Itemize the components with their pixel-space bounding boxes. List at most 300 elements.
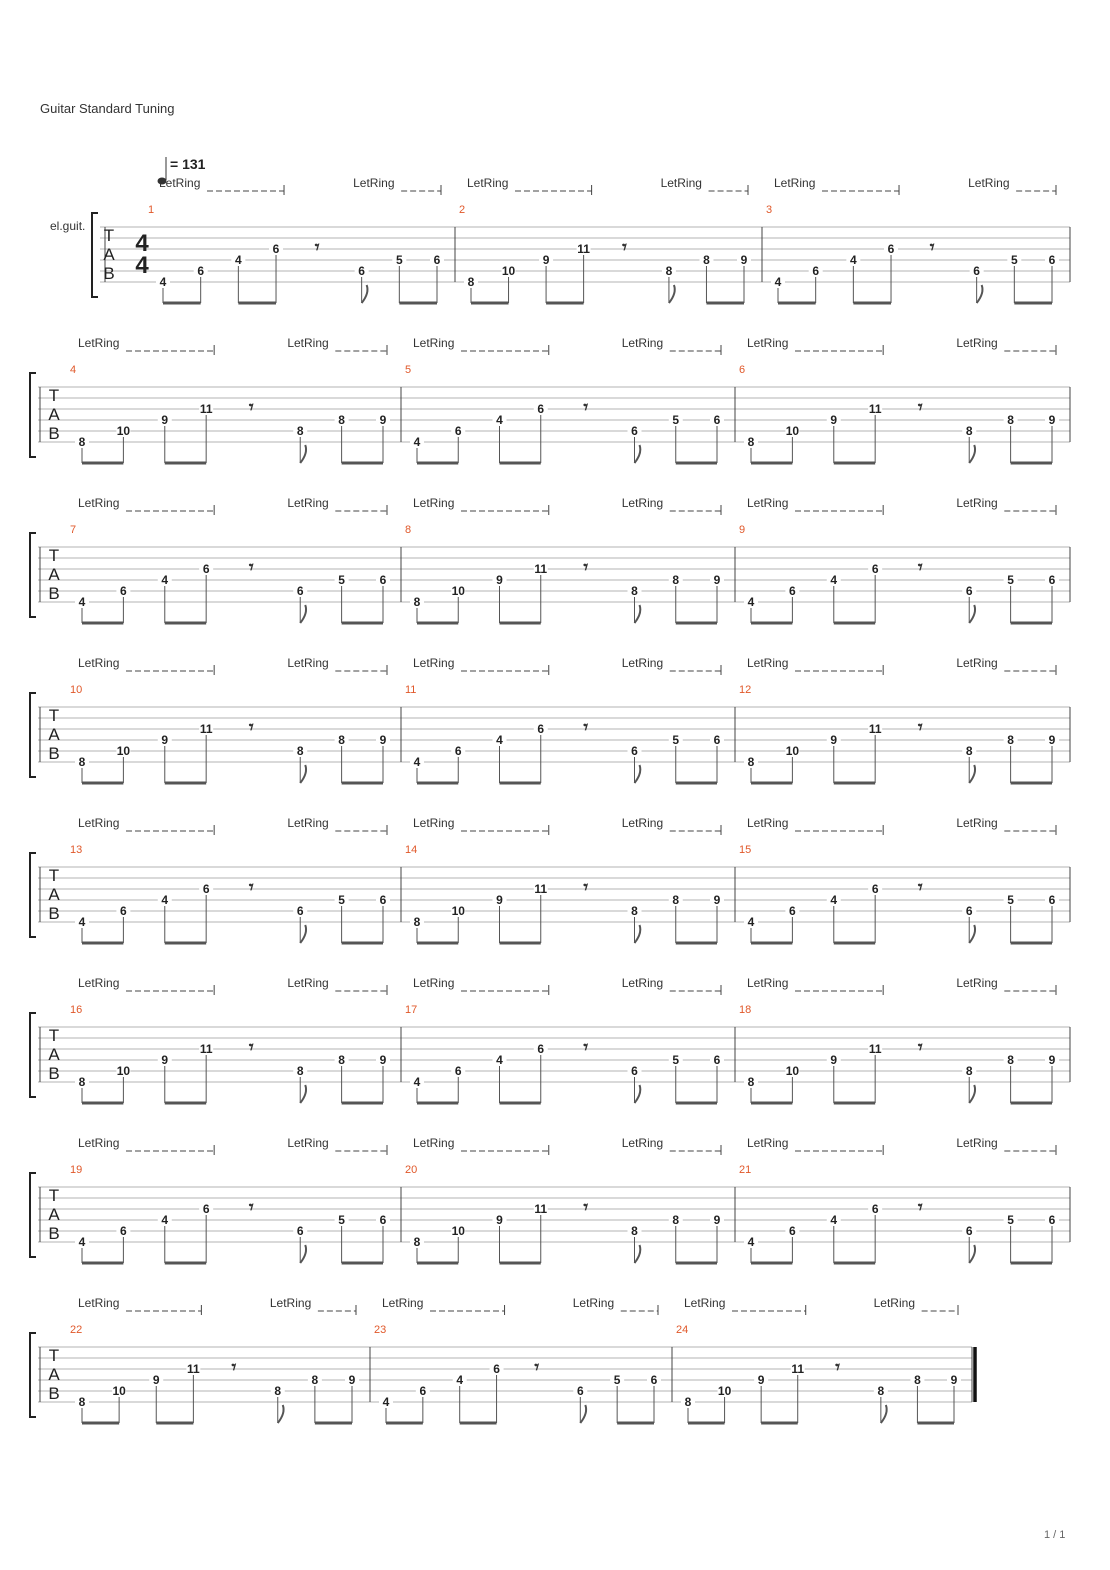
system-bracket xyxy=(30,533,36,617)
let-ring-label: LetRing xyxy=(78,1296,120,1310)
fret-number: 4 xyxy=(78,595,86,609)
eighth-rest-icon: 𝄾 xyxy=(917,717,923,737)
fret-number: 6 xyxy=(576,1384,584,1398)
eighth-rest-icon: 𝄾 xyxy=(917,557,923,577)
fret-number: 6 xyxy=(358,264,365,278)
tab-clef-letter: B xyxy=(48,1384,60,1403)
system-bracket xyxy=(30,1333,36,1417)
let-ring-label: LetRing xyxy=(78,496,120,510)
fret-number: 9 xyxy=(161,1053,169,1067)
note-flag xyxy=(580,1405,586,1423)
fret-number: 6 xyxy=(379,893,387,907)
fret-number: 4 xyxy=(161,1213,169,1227)
fret-number: 8 xyxy=(747,755,755,769)
fret-number: 4 xyxy=(747,915,755,929)
note-flag xyxy=(969,1245,975,1263)
fret-number: 8 xyxy=(672,893,680,907)
let-ring-label: LetRing xyxy=(956,976,998,990)
fret-number: 5 xyxy=(338,573,345,587)
fret-number: 9 xyxy=(1048,1053,1056,1067)
instrument-label: el.guit. xyxy=(50,219,86,233)
eighth-rest-icon: 𝄾 xyxy=(583,1037,589,1057)
bar-number: 9 xyxy=(739,524,746,536)
tab-clef-letter: B xyxy=(48,424,60,443)
fret-number: 6 xyxy=(197,264,205,278)
fret-number: 4 xyxy=(413,1075,421,1089)
let-ring-label: LetRing xyxy=(956,1136,998,1150)
fret-number: 6 xyxy=(433,253,441,267)
system-bracket xyxy=(30,1013,36,1097)
fret-number: 8 xyxy=(338,1053,345,1067)
fret-number: 11 xyxy=(187,1362,200,1376)
fret-number: 4 xyxy=(161,893,169,907)
tab-clef-letter: T xyxy=(48,386,60,405)
let-ring-label: LetRing xyxy=(873,1296,915,1310)
note-flag xyxy=(300,925,306,943)
eighth-rest-icon: 𝄾 xyxy=(248,397,254,417)
fret-number: 5 xyxy=(1007,893,1014,907)
fret-number: 8 xyxy=(631,584,638,598)
fret-number: 8 xyxy=(274,1384,282,1398)
fret-number: 6 xyxy=(379,1213,387,1227)
fret-number: 6 xyxy=(713,733,721,747)
let-ring-label: LetRing xyxy=(287,816,329,830)
fret-number: 9 xyxy=(379,413,387,427)
note-flag xyxy=(278,1405,284,1423)
let-ring-label: LetRing xyxy=(413,816,455,830)
eighth-rest-icon: 𝄾 xyxy=(248,557,254,577)
tab-clef-letter: T xyxy=(48,866,60,885)
fret-number: 9 xyxy=(496,1213,503,1227)
fret-number: 6 xyxy=(871,1202,879,1216)
fret-number: 6 xyxy=(965,584,973,598)
fret-number: 9 xyxy=(161,413,169,427)
fret-number: 9 xyxy=(496,573,503,587)
fret-number: 11 xyxy=(868,402,882,416)
tab-clef-letter: T xyxy=(48,546,60,565)
fret-number: 6 xyxy=(713,1053,721,1067)
tab-system xyxy=(30,976,1070,1103)
fret-number: 6 xyxy=(1048,1213,1056,1227)
let-ring-label: LetRing xyxy=(467,176,509,190)
bar-number: 20 xyxy=(405,1164,418,1176)
eighth-rest-icon: 𝄾 xyxy=(248,1197,254,1217)
fret-number: 8 xyxy=(296,1064,304,1078)
fret-number: 4 xyxy=(747,595,755,609)
system-bracket xyxy=(30,693,36,777)
bar-number: 17 xyxy=(405,1004,418,1016)
fret-number: 8 xyxy=(311,1373,319,1387)
bar-number: 8 xyxy=(405,524,412,536)
time-signature-bottom: 4 xyxy=(135,252,149,279)
bar-number: 22 xyxy=(70,1324,83,1336)
fret-number: 8 xyxy=(672,573,680,587)
tab-system xyxy=(92,176,1070,303)
eighth-rest-icon: 𝄾 xyxy=(835,1357,841,1377)
let-ring-label: LetRing xyxy=(956,816,998,830)
bar-number: 21 xyxy=(739,1164,752,1176)
note-flag xyxy=(300,1085,306,1103)
let-ring-label: LetRing xyxy=(747,656,789,670)
fret-number: 4 xyxy=(159,275,167,289)
fret-number: 9 xyxy=(1048,413,1056,427)
note-flag xyxy=(300,445,306,463)
bar-number: 19 xyxy=(70,1164,83,1176)
fret-number: 4 xyxy=(456,1373,464,1387)
time-signature-top: 4 xyxy=(135,230,149,257)
eighth-rest-icon: 𝄾 xyxy=(231,1357,237,1377)
note-flag xyxy=(635,1085,641,1103)
fret-number: 6 xyxy=(631,1064,638,1078)
system-bracket xyxy=(30,373,36,457)
fret-number: 6 xyxy=(454,1064,462,1078)
fret-number: 6 xyxy=(537,722,545,736)
fret-number: 9 xyxy=(830,733,838,747)
let-ring-label: LetRing xyxy=(956,496,998,510)
fret-number: 11 xyxy=(199,722,213,736)
fret-number: 10 xyxy=(501,264,516,278)
fret-number: 6 xyxy=(454,424,462,438)
fret-number: 10 xyxy=(116,744,131,758)
note-flag xyxy=(969,925,975,943)
tab-clef-letter: T xyxy=(48,1026,60,1045)
fret-number: 6 xyxy=(1048,573,1056,587)
fret-number: 9 xyxy=(830,413,838,427)
eighth-rest-icon: 𝄾 xyxy=(583,1197,589,1217)
note-flag xyxy=(300,605,306,623)
tab-clef-letter: T xyxy=(48,1346,60,1365)
let-ring-label: LetRing xyxy=(956,656,998,670)
let-ring-label: LetRing xyxy=(621,336,664,350)
bar-number: 2 xyxy=(459,204,466,216)
eighth-rest-icon: 𝄾 xyxy=(929,237,935,257)
let-ring-label: LetRing xyxy=(572,1296,615,1310)
fret-number: 8 xyxy=(965,424,973,438)
tab-clef-letter: T xyxy=(103,226,115,245)
fret-number: 6 xyxy=(202,1202,210,1216)
bar-number: 13 xyxy=(70,844,83,856)
fret-number: 11 xyxy=(577,242,590,256)
fret-number: 9 xyxy=(1048,733,1056,747)
tab-clef-letter: A xyxy=(48,885,60,904)
tab-system xyxy=(30,336,1070,463)
let-ring-label: LetRing xyxy=(287,1136,329,1150)
let-ring-label: LetRing xyxy=(621,496,664,510)
fret-number: 8 xyxy=(877,1384,885,1398)
fret-number: 5 xyxy=(338,1213,345,1227)
fret-number: 6 xyxy=(120,1224,127,1238)
tempo-value: = 131 xyxy=(170,156,206,172)
let-ring-label: LetRing xyxy=(968,176,1010,190)
let-ring-label: LetRing xyxy=(413,336,455,350)
fret-number: 8 xyxy=(703,253,710,267)
bar-number: 18 xyxy=(739,1004,752,1016)
fret-number: 10 xyxy=(112,1384,126,1398)
fret-number: 4 xyxy=(496,413,503,427)
let-ring-label: LetRing xyxy=(747,976,789,990)
tab-clef-letter: B xyxy=(48,1224,60,1243)
fret-number: 4 xyxy=(747,1235,755,1249)
system-bracket xyxy=(30,1173,36,1257)
fret-number: 10 xyxy=(451,584,465,598)
tab-clef-letter: A xyxy=(48,1045,60,1064)
fret-number: 9 xyxy=(713,893,721,907)
fret-number: 8 xyxy=(338,733,345,747)
fret-number: 11 xyxy=(534,562,548,576)
let-ring-label: LetRing xyxy=(382,1296,424,1310)
let-ring-label: LetRing xyxy=(78,976,120,990)
fret-number: 8 xyxy=(1007,413,1014,427)
eighth-rest-icon: 𝄾 xyxy=(622,237,627,257)
tuning-label: Guitar Standard Tuning xyxy=(40,101,175,116)
fret-number: 4 xyxy=(496,1053,503,1067)
tab-clef-letter: A xyxy=(48,1365,60,1384)
fret-number: 4 xyxy=(496,733,503,747)
fret-number: 5 xyxy=(1010,253,1018,267)
fret-number: 4 xyxy=(830,893,838,907)
fret-number: 9 xyxy=(379,733,387,747)
tab-system xyxy=(30,656,1070,783)
tab-clef-letter: A xyxy=(48,1205,60,1224)
fret-number: 9 xyxy=(713,573,721,587)
let-ring-label: LetRing xyxy=(747,1136,789,1150)
fret-number: 6 xyxy=(631,744,638,758)
fret-number: 10 xyxy=(785,424,800,438)
let-ring-label: LetRing xyxy=(660,176,702,190)
fret-number: 5 xyxy=(672,733,680,747)
fret-number: 6 xyxy=(202,562,210,576)
fret-number: 8 xyxy=(78,755,86,769)
note-flag xyxy=(635,605,641,623)
let-ring-label: LetRing xyxy=(747,816,789,830)
fret-number: 8 xyxy=(296,744,304,758)
fret-number: 4 xyxy=(382,1395,390,1409)
bar-number: 15 xyxy=(739,844,752,856)
bar-number: 3 xyxy=(766,204,773,216)
let-ring-label: LetRing xyxy=(684,1296,726,1310)
fret-number: 4 xyxy=(78,915,86,929)
fret-number: 9 xyxy=(152,1373,160,1387)
let-ring-label: LetRing xyxy=(78,816,120,830)
note-flag xyxy=(969,605,975,623)
let-ring-label: LetRing xyxy=(78,1136,120,1150)
fret-number: 11 xyxy=(534,1202,548,1216)
tab-clef-letter: B xyxy=(103,264,115,283)
fret-number: 8 xyxy=(684,1395,692,1409)
tab-system xyxy=(30,1136,1070,1263)
fret-number: 6 xyxy=(537,402,545,416)
system-bracket xyxy=(92,213,98,297)
fret-number: 4 xyxy=(413,435,421,449)
fret-number: 8 xyxy=(631,904,638,918)
tab-clef-letter: B xyxy=(48,584,60,603)
fret-number: 8 xyxy=(965,744,973,758)
tab-clef-letter: B xyxy=(48,1064,60,1083)
fret-number: 6 xyxy=(1048,253,1056,267)
bar-number: 12 xyxy=(739,684,752,696)
fret-number: 11 xyxy=(868,1042,882,1056)
fret-number: 9 xyxy=(713,1213,721,1227)
fret-number: 5 xyxy=(1007,573,1014,587)
fret-number: 9 xyxy=(496,893,503,907)
fret-number: 9 xyxy=(950,1373,958,1387)
fret-number: 6 xyxy=(965,904,973,918)
fret-number: 9 xyxy=(740,253,748,267)
fret-number: 10 xyxy=(785,744,800,758)
let-ring-label: LetRing xyxy=(78,656,120,670)
fret-number: 9 xyxy=(830,1053,838,1067)
fret-number: 8 xyxy=(413,595,421,609)
fret-number: 6 xyxy=(789,904,796,918)
fret-number: 10 xyxy=(451,904,465,918)
fret-number: 5 xyxy=(672,413,680,427)
fret-number: 6 xyxy=(887,242,895,256)
tab-clef-letter: T xyxy=(48,1186,60,1205)
note-flag xyxy=(635,1245,641,1263)
let-ring-label: LetRing xyxy=(621,976,664,990)
bar-number: 11 xyxy=(405,684,417,696)
tab-system xyxy=(30,816,1070,943)
fret-number: 8 xyxy=(467,275,475,289)
fret-number: 6 xyxy=(493,1362,500,1376)
eighth-rest-icon: 𝄾 xyxy=(583,397,589,417)
fret-number: 11 xyxy=(534,882,548,896)
bar-number: 10 xyxy=(70,684,83,696)
fret-number: 6 xyxy=(454,744,462,758)
let-ring-label: LetRing xyxy=(747,496,789,510)
tab-clef-letter: T xyxy=(48,706,60,725)
note-flag xyxy=(969,765,975,783)
tab-clef-letter: A xyxy=(103,245,115,264)
fret-number: 11 xyxy=(199,1042,213,1056)
fret-number: 6 xyxy=(272,242,280,256)
fret-number: 8 xyxy=(1007,1053,1014,1067)
fret-number: 5 xyxy=(1007,1213,1014,1227)
eighth-rest-icon: 𝄾 xyxy=(917,1197,923,1217)
let-ring-label: LetRing xyxy=(621,656,664,670)
fret-number: 4 xyxy=(850,253,857,267)
fret-number: 8 xyxy=(631,1224,638,1238)
let-ring-label: LetRing xyxy=(413,976,455,990)
let-ring-label: LetRing xyxy=(621,816,664,830)
fret-number: 9 xyxy=(757,1373,765,1387)
bar-number: 6 xyxy=(739,364,746,376)
fret-number: 6 xyxy=(812,264,820,278)
fret-number: 5 xyxy=(338,893,345,907)
bar-number: 1 xyxy=(148,204,155,216)
note-flag xyxy=(669,285,675,303)
eighth-rest-icon: 𝄾 xyxy=(917,1037,923,1057)
fret-number: 8 xyxy=(747,435,755,449)
note-flag xyxy=(635,445,641,463)
note-flag xyxy=(969,1085,975,1103)
note-flag xyxy=(977,285,983,303)
tab-clef-letter: A xyxy=(48,565,60,584)
bar-number: 4 xyxy=(70,364,77,376)
fret-number: 8 xyxy=(78,1075,86,1089)
fret-number: 5 xyxy=(672,1053,680,1067)
let-ring-label: LetRing xyxy=(413,1136,455,1150)
fret-number: 6 xyxy=(631,424,638,438)
fret-number: 8 xyxy=(413,1235,421,1249)
fret-number: 8 xyxy=(78,435,86,449)
fret-number: 6 xyxy=(120,904,127,918)
fret-number: 4 xyxy=(830,1213,838,1227)
tab-clef-letter: A xyxy=(48,405,60,424)
fret-number: 6 xyxy=(379,573,387,587)
fret-number: 5 xyxy=(395,253,403,267)
fret-number: 6 xyxy=(1048,893,1056,907)
note-flag xyxy=(300,765,306,783)
fret-number: 4 xyxy=(161,573,169,587)
fret-number: 8 xyxy=(914,1373,921,1387)
tab-clef-letter: A xyxy=(48,725,60,744)
eighth-rest-icon: 𝄾 xyxy=(248,1037,254,1057)
fret-number: 8 xyxy=(78,1395,86,1409)
bar-number: 24 xyxy=(676,1324,689,1336)
eighth-rest-icon: 𝄾 xyxy=(583,877,589,897)
fret-number: 10 xyxy=(116,1064,131,1078)
bar-number: 7 xyxy=(70,524,77,536)
let-ring-label: LetRing xyxy=(78,336,120,350)
note-flag xyxy=(362,285,368,303)
tab-clef-letter: B xyxy=(48,744,60,763)
tab-clef-letter: B xyxy=(48,904,60,923)
eighth-rest-icon: 𝄾 xyxy=(583,557,589,577)
let-ring-label: LetRing xyxy=(353,176,395,190)
fret-number: 10 xyxy=(785,1064,800,1078)
let-ring-label: LetRing xyxy=(621,1136,664,1150)
fret-number: 8 xyxy=(1007,733,1014,747)
let-ring-label: LetRing xyxy=(774,176,816,190)
fret-number: 6 xyxy=(296,1224,304,1238)
let-ring-label: LetRing xyxy=(287,656,329,670)
fret-number: 8 xyxy=(747,1075,755,1089)
note-flag xyxy=(635,925,641,943)
eighth-rest-icon: 𝄾 xyxy=(534,1357,540,1377)
fret-number: 9 xyxy=(348,1373,356,1387)
bar-number: 23 xyxy=(374,1324,387,1336)
note-flag xyxy=(635,765,641,783)
tab-system xyxy=(30,496,1070,623)
fret-number: 6 xyxy=(202,882,210,896)
let-ring-label: LetRing xyxy=(269,1296,312,1310)
fret-number: 6 xyxy=(713,413,721,427)
fret-number: 4 xyxy=(413,755,421,769)
page-number: 1 / 1 xyxy=(1044,1529,1066,1541)
eighth-rest-icon: 𝄾 xyxy=(314,237,320,257)
let-ring-label: LetRing xyxy=(287,336,329,350)
systems xyxy=(30,176,1070,1423)
fret-number: 6 xyxy=(789,584,796,598)
let-ring-label: LetRing xyxy=(287,976,329,990)
let-ring-label: LetRing xyxy=(956,336,998,350)
fret-number: 8 xyxy=(413,915,421,929)
fret-number: 9 xyxy=(379,1053,387,1067)
fret-number: 4 xyxy=(830,573,838,587)
fret-number: 6 xyxy=(419,1384,427,1398)
fret-number: 6 xyxy=(965,1224,973,1238)
eighth-rest-icon: 𝄾 xyxy=(248,717,254,737)
fret-number: 6 xyxy=(296,584,304,598)
fret-number: 6 xyxy=(296,904,304,918)
fret-number: 6 xyxy=(537,1042,545,1056)
let-ring-label: LetRing xyxy=(413,496,455,510)
bar-number: 14 xyxy=(405,844,418,856)
fret-number: 4 xyxy=(774,275,782,289)
eighth-rest-icon: 𝄾 xyxy=(248,877,254,897)
fret-number: 11 xyxy=(199,402,213,416)
